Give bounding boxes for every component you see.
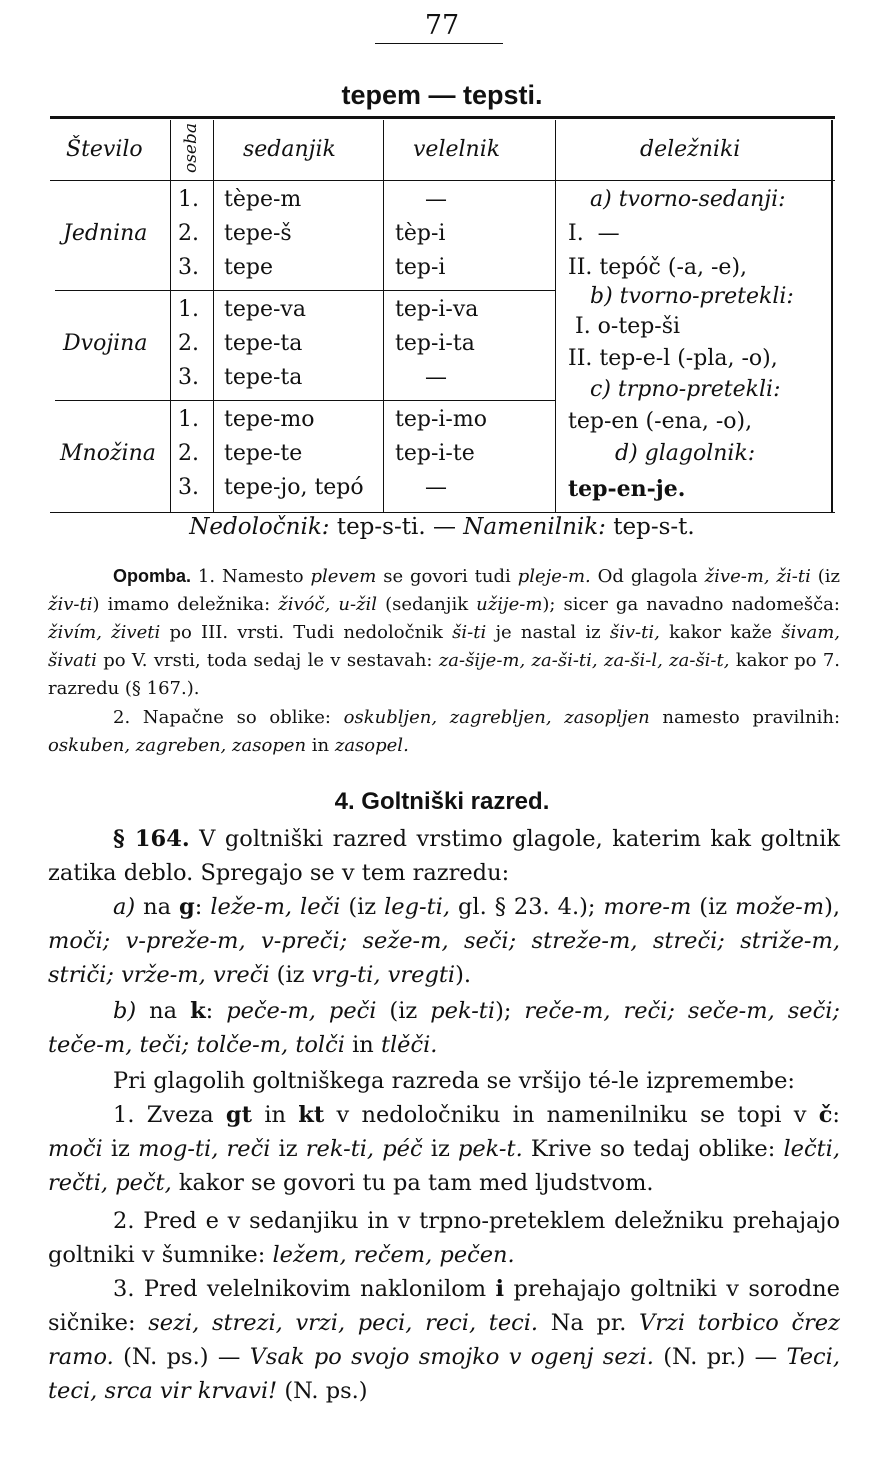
person-number: 3. xyxy=(178,365,199,390)
group-mnozina: Množina xyxy=(60,441,156,466)
person-number: 2. xyxy=(178,331,199,356)
paragraph-3: 3. Pred velelnikovim naklonilom i prehajajo goltniki v sorodne sičnike: sezi, strezi, vrzi, peci, reci, teci. Na pr. Vrzi torbico črez ramo. (N. ps.) — Vsak po svojo smojko v ogenj sezi. (N. pr.) — Teci, teci, srca vir krvavi! (N. ps.) xyxy=(48,1276,841,1404)
paragraph-a: a) na g: leže-m, leči (iz leg-ti, gl. § 23. 4.); more-m (iz može-m), moči; v-preže-m, v-preči; seže-m, seči; streže-m, streči; striže-m, striči; vrže-m, vreči (iz vrg-ti, vregti). xyxy=(48,894,841,988)
deleznik-line: c) trpno-pretekli: xyxy=(590,377,781,402)
sedanjik-cell: tepe-mo xyxy=(224,407,315,432)
table-top-rule xyxy=(50,116,835,119)
nedolocnik-label: Nedoločnik: xyxy=(189,514,330,540)
table-col-divider xyxy=(213,120,214,512)
deleznik-line: b) tvorno-pretekli: xyxy=(590,284,794,309)
group-divider xyxy=(55,400,555,401)
header-delezniki: deležniki xyxy=(640,137,741,162)
sedanjik-cell: tepe-jo, tepó xyxy=(224,475,364,500)
table-col-divider xyxy=(555,120,556,512)
paragraph-1: 1. Zveza gt in kt v nedoločniku in namenilniku se topi v č: moči iz mog-ti, reči iz rek-ti, péč iz pek-t. Krive so tedaj oblike: lečti, rečti, pečt, kakor se govori tu pa tam med ljudstvom. xyxy=(48,1102,840,1196)
person-number: 3. xyxy=(178,255,199,280)
deleznik-line: I. — xyxy=(568,221,620,246)
table-col-divider xyxy=(383,120,384,512)
deleznik-line: tep-en-je. xyxy=(568,476,686,502)
sedanjik-cell: tepe xyxy=(224,255,273,280)
velelnik-cell: tèp-i xyxy=(395,221,446,246)
namenilnik-label: Namenilnik: xyxy=(463,514,606,540)
table-bottom-rule xyxy=(50,512,835,513)
velelnik-cell: — xyxy=(425,475,447,500)
page-heading: tepem — tepsti. xyxy=(341,80,543,110)
sedanjik-cell: tepe-š xyxy=(224,221,292,246)
group-jednina: Jednina xyxy=(63,221,148,246)
nedolocnik-line xyxy=(0,514,884,540)
note-label: Opomba. xyxy=(113,566,192,586)
header-oseba: oseba xyxy=(181,122,201,174)
deleznik-line: a) tvorno-sedanji: xyxy=(590,187,786,212)
note-1-body: 1. Namesto plevem se govori tudi pleje-m. Od glagola žive-m, ži-ti (iz živ-ti) imamo deležnika: živóč, u-žil (sedanjik užije-m); sicer ga navadno nadomešča: živím, živeti po III. vrsti. Tudi nedoločnik ši-ti je nastal iz šiv-ti, kakor kaže šivam, šivati po V. vrsti, toda sedaj le v sestavah: za-šije-m, za-ši-ti, za-ši-l, za-ši-t, kakor po 7. razredu (§ 167.). xyxy=(48,566,841,699)
page-number: 77 xyxy=(424,10,460,41)
person-number: 2. xyxy=(178,441,199,466)
header-sedanjik: sedanjik xyxy=(243,137,336,162)
namenilnik-value: tep-s-t. xyxy=(605,514,695,540)
velelnik-cell: tep-i-ta xyxy=(395,331,475,356)
person-number: 2. xyxy=(178,221,199,246)
section-heading: 4. Goltniški razred. xyxy=(334,788,550,815)
deleznik-line: tep-en (-ena, -o), xyxy=(568,409,753,434)
velelnik-cell: — xyxy=(425,187,447,212)
table-right-edge xyxy=(831,120,833,512)
person-number: 1. xyxy=(178,297,199,322)
person-number: 1. xyxy=(178,187,199,212)
note-2: 2. Napačne so oblike: oskubljen, zagrebljen, zasopljen namesto pravilnih: oskuben, zagreben, zasopen in zasopel. xyxy=(48,707,841,756)
sedanjik-cell: tepe-va xyxy=(224,297,306,322)
nedolocnik-value: tep-s-ti. — xyxy=(329,514,464,540)
group-divider xyxy=(55,290,555,291)
paragraph-2: 2. Pred e v sedanjiku in v trpno-preteklem deležniku prehajajo goltniki v šumnike: ležem, rečem, pečen. xyxy=(48,1208,840,1268)
header-velelnik: velelnik xyxy=(413,137,501,162)
deleznik-line: d) glagolnik: xyxy=(615,441,756,466)
velelnik-cell: tep-i xyxy=(395,255,446,280)
paragraph-intro: Pri glagolih goltniškega razreda se vršijo té-le izpremembe: xyxy=(113,1068,795,1094)
velelnik-cell: — xyxy=(425,365,447,390)
table-header-rule xyxy=(50,180,835,181)
velelnik-cell: tep-i-te xyxy=(395,441,475,466)
velelnik-cell: tep-i-mo xyxy=(395,407,487,432)
person-number: 3. xyxy=(178,475,199,500)
sedanjik-cell: tepe-te xyxy=(224,441,303,466)
person-number: 1. xyxy=(178,407,199,432)
note-1 xyxy=(48,562,840,703)
sedanjik-cell: tepe-ta xyxy=(224,365,303,390)
group-dvojina: Dvojina xyxy=(63,331,148,356)
header-stevilo: Število xyxy=(66,137,143,162)
paragraph-164: § 164. V goltniški razred vrstimo glagole, katerim kak goltnik zatika deblo. Spregajo se v tem razredu: xyxy=(48,826,841,886)
paragraph-b: b) na k: peče-m, peči (iz pek-ti); reče-m, reči; seče-m, seči; teče-m, teči; tolče-m, tolči in tlěči. xyxy=(48,998,840,1058)
deleznik-line: I. o-tep-ši xyxy=(575,314,681,339)
deleznik-line: II. tep-e-l (-pla, -o), xyxy=(568,346,778,371)
sedanjik-cell: tèpe-m xyxy=(224,187,302,212)
deleznik-line: II. tepóč (-a, -e), xyxy=(568,255,748,280)
sedanjik-cell: tepe-ta xyxy=(224,331,303,356)
velelnik-cell: tep-i-va xyxy=(395,297,479,322)
page-number-rule xyxy=(375,43,503,44)
table-col-divider xyxy=(170,120,171,512)
